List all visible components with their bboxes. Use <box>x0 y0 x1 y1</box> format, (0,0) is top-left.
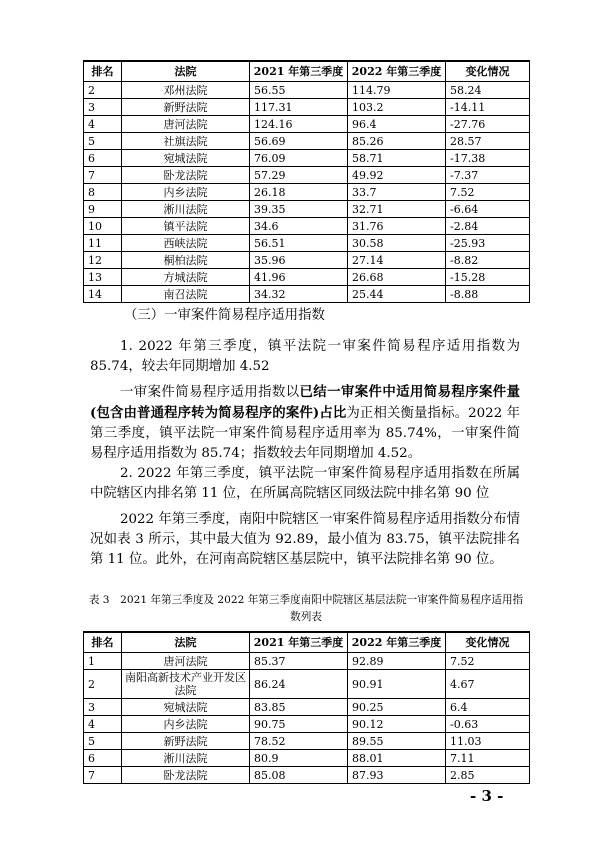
rank-cell: 5 <box>84 133 122 150</box>
value-cell: 35.96 <box>250 252 348 269</box>
value-cell: -17.38 <box>446 150 530 167</box>
table-row <box>84 218 530 235</box>
table-row <box>84 733 530 750</box>
rank-cell: 7 <box>84 167 122 184</box>
court-name-cell: 淅川法院 <box>122 201 250 218</box>
value-cell: 6.4 <box>446 699 530 716</box>
table-row <box>84 252 530 269</box>
table-row <box>84 201 530 218</box>
paragraph-1: 1. 2022 年第三季度，镇平法院一审案件简易程序适用指数为 85.74，较去年同期增加 4.52 <box>90 339 520 374</box>
value-cell: 57.29 <box>250 167 348 184</box>
value-cell: 34.6 <box>250 218 348 235</box>
court-name-cell: 南阳高新技术产业开发区法院 <box>122 670 250 699</box>
court-name-cell: 唐河法院 <box>122 116 250 133</box>
value-cell: 103.2 <box>348 99 446 116</box>
value-cell: -7.37 <box>446 167 530 184</box>
court-name-cell: 邓州法院 <box>122 82 250 99</box>
rank-cell: 10 <box>84 218 122 235</box>
rank-cell: 6 <box>84 150 122 167</box>
value-cell: 117.31 <box>250 99 348 116</box>
table-row <box>84 750 530 767</box>
table-row <box>84 99 530 116</box>
table-header-row <box>84 632 530 653</box>
rank-cell: 2 <box>84 670 122 699</box>
value-cell: 87.93 <box>348 767 446 784</box>
table-row <box>84 133 530 150</box>
court-name-cell: 镇平法院 <box>122 218 250 235</box>
court-name-cell: 西峡法院 <box>122 235 250 252</box>
rank-cell: 7 <box>84 767 122 784</box>
paragraph-2-bold: 已结一审案件中适用简易程序案件量(包含由普通程序转为简易程序的案件)占比 <box>90 384 521 421</box>
value-cell: 41.96 <box>250 269 348 286</box>
paragraph-2-lead: 一审案件简易程序适用指数以 <box>120 385 300 400</box>
value-cell: -15.28 <box>446 269 530 286</box>
value-cell: 7.52 <box>446 184 530 201</box>
rank-cell: 3 <box>84 699 122 716</box>
rank-cell: 14 <box>84 286 122 303</box>
value-cell: 28.57 <box>446 133 530 150</box>
column-header: 排名 <box>84 61 122 82</box>
value-cell: 76.09 <box>250 150 348 167</box>
table-row <box>84 286 530 303</box>
value-cell: 85.37 <box>250 653 348 670</box>
column-header: 排名 <box>84 632 122 653</box>
table-row <box>84 116 530 133</box>
rank-cell: 9 <box>84 201 122 218</box>
value-cell: 58.71 <box>348 150 446 167</box>
value-cell: 114.79 <box>348 82 446 99</box>
paragraph-2-tail: 为正相关衡量指标。2022 年第三季度，镇平法院一审案件简易程序适用率为 85.74%，一审案件简易程序适用指数为 85.74；指数较去年同期增加 4.52。 <box>90 406 520 461</box>
court-name-cell: 卧龙法院 <box>122 167 250 184</box>
value-cell: 4.67 <box>446 670 530 699</box>
value-cell: 85.26 <box>348 133 446 150</box>
value-cell: 30.58 <box>348 235 446 252</box>
value-cell: 89.55 <box>348 733 446 750</box>
paragraph-4: 2022 年第三季度，南阳中院辖区一审案件简易程序适用指数分布情况如表 3 所示，其中最大值为 92.89，最小值为 83.75，镇平法院排名第 11 位。此外，在河南高院辖区基层院中，镇平法院排名第 90 位。 <box>90 512 520 567</box>
value-cell: -6.64 <box>446 201 530 218</box>
rank-cell: 3 <box>84 99 122 116</box>
court-name-cell: 新野法院 <box>122 733 250 750</box>
table-row <box>84 699 530 716</box>
rank-cell: 11 <box>84 235 122 252</box>
value-cell: 90.75 <box>250 716 348 733</box>
court-ranking-table-top <box>83 60 530 303</box>
column-header: 2021 年第三季度 <box>250 632 348 653</box>
value-cell: -8.82 <box>446 252 530 269</box>
rank-cell: 6 <box>84 750 122 767</box>
value-cell: 49.92 <box>348 167 446 184</box>
value-cell: 7.11 <box>446 750 530 767</box>
court-name-cell: 宛城法院 <box>122 699 250 716</box>
table-row <box>84 716 530 733</box>
table-row <box>84 653 530 670</box>
rank-cell: 4 <box>84 116 122 133</box>
court-name-cell: 淅川法院 <box>122 750 250 767</box>
value-cell: 90.91 <box>348 670 446 699</box>
table-row <box>84 167 530 184</box>
rank-cell: 1 <box>84 653 122 670</box>
rank-cell: 4 <box>84 716 122 733</box>
court-name-cell: 社旗法院 <box>122 133 250 150</box>
table-row <box>84 670 530 699</box>
value-cell: 83.85 <box>250 699 348 716</box>
value-cell: 124.16 <box>250 116 348 133</box>
value-cell: 11.03 <box>446 733 530 750</box>
value-cell: -2.84 <box>446 218 530 235</box>
value-cell: 34.32 <box>250 286 348 303</box>
value-cell: 85.08 <box>250 767 348 784</box>
value-cell: 92.89 <box>348 653 446 670</box>
value-cell: 78.52 <box>250 733 348 750</box>
value-cell: 56.69 <box>250 133 348 150</box>
table-header-row <box>84 61 530 82</box>
rank-cell: 2 <box>84 82 122 99</box>
paragraph-3: 2. 2022 年第三季度，镇平法院一审案件简易程序适用指数在所属中院辖区内排名第 11 位，在所属高院辖区同级法院中排名第 90 位 <box>90 466 520 501</box>
table-row <box>84 269 530 286</box>
table-3-caption: 表 3 2021 年第三季度及 2022 年第三季度南阳中院辖区基层法院一审案件简易程序适用指数列表 <box>88 594 524 623</box>
value-cell: 26.18 <box>250 184 348 201</box>
rank-cell: 5 <box>84 733 122 750</box>
value-cell: 2.85 <box>446 767 530 784</box>
paragraph-2 <box>90 382 520 464</box>
value-cell: -25.93 <box>446 235 530 252</box>
column-header: 2022 年第三季度 <box>348 632 446 653</box>
page-number: - 3 - <box>470 787 504 805</box>
value-cell: 26.68 <box>348 269 446 286</box>
table-row <box>84 767 530 784</box>
value-cell: 31.76 <box>348 218 446 235</box>
court-name-cell: 内乡法院 <box>122 716 250 733</box>
court-name-cell: 内乡法院 <box>122 184 250 201</box>
value-cell: -27.76 <box>446 116 530 133</box>
value-cell: 90.25 <box>348 699 446 716</box>
table-row <box>84 235 530 252</box>
court-name-cell: 唐河法院 <box>122 653 250 670</box>
court-name-cell: 南召法院 <box>122 286 250 303</box>
rank-cell: 13 <box>84 269 122 286</box>
column-header: 法院 <box>122 632 250 653</box>
value-cell: 39.35 <box>250 201 348 218</box>
table-row <box>84 150 530 167</box>
value-cell: 90.12 <box>348 716 446 733</box>
column-header: 2021 年第三季度 <box>250 61 348 82</box>
table-row <box>84 184 530 201</box>
column-header: 变化情况 <box>446 61 530 82</box>
court-name-cell: 新野法院 <box>122 99 250 116</box>
value-cell: 56.55 <box>250 82 348 99</box>
value-cell: 86.24 <box>250 670 348 699</box>
value-cell: 56.51 <box>250 235 348 252</box>
value-cell: 88.01 <box>348 750 446 767</box>
value-cell: 58.24 <box>446 82 530 99</box>
value-cell: 7.52 <box>446 653 530 670</box>
value-cell: 33.7 <box>348 184 446 201</box>
rank-cell: 8 <box>84 184 122 201</box>
column-header: 2022 年第三季度 <box>348 61 446 82</box>
column-header: 变化情况 <box>446 632 530 653</box>
column-header: 法院 <box>122 61 250 82</box>
value-cell: -8.88 <box>446 286 530 303</box>
value-cell: -14.11 <box>446 99 530 116</box>
court-name-cell: 方城法院 <box>122 269 250 286</box>
value-cell: 96.4 <box>348 116 446 133</box>
value-cell: 80.9 <box>250 750 348 767</box>
value-cell: -0.63 <box>446 716 530 733</box>
value-cell: 27.14 <box>348 252 446 269</box>
court-name-cell: 桐柏法院 <box>122 252 250 269</box>
court-name-cell: 宛城法院 <box>122 150 250 167</box>
court-name-cell: 卧龙法院 <box>122 767 250 784</box>
table-row <box>84 82 530 99</box>
value-cell: 25.44 <box>348 286 446 303</box>
section-heading: （三）一审案件简易程序适用指数 <box>124 308 325 323</box>
court-ranking-table-3 <box>83 631 530 784</box>
value-cell: 32.71 <box>348 201 446 218</box>
rank-cell: 12 <box>84 252 122 269</box>
